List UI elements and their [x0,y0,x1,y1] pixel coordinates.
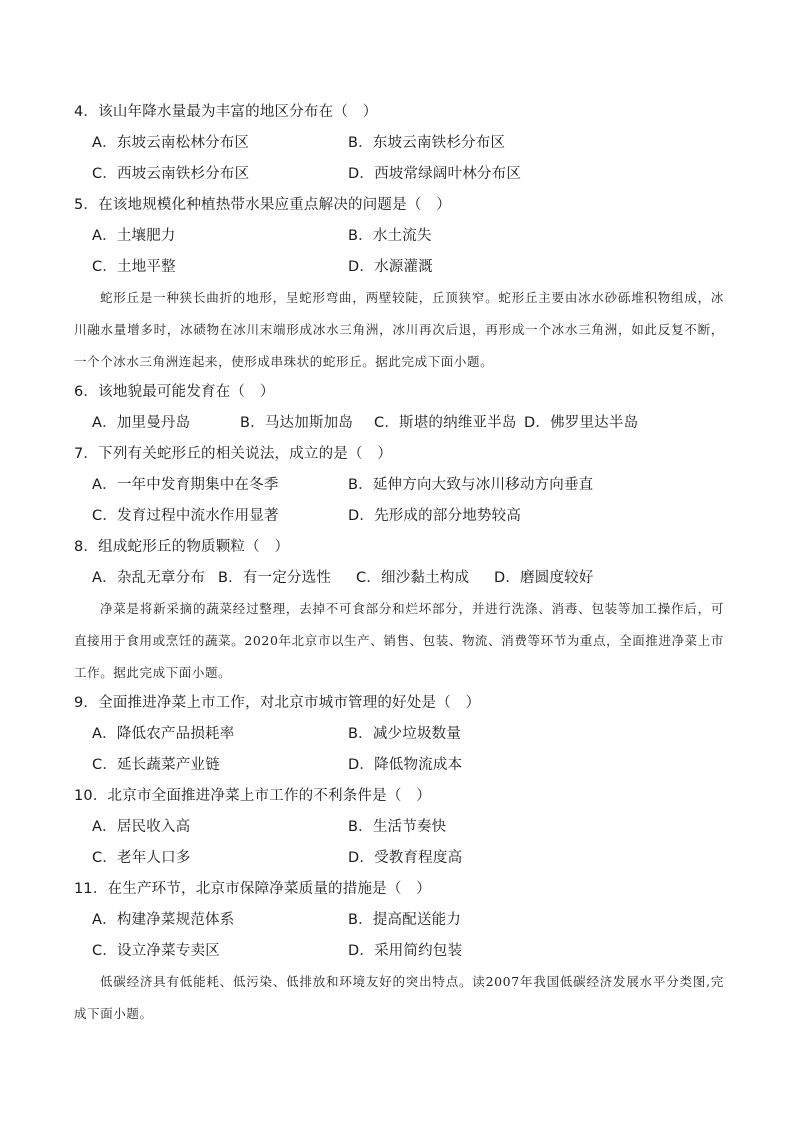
question-9-option-b: B．减少垃圾数量 [348,726,462,742]
question-5-option-d: D．水源灌溉 [348,259,433,275]
question-9-option-a: A．降低农产品损耗率 [92,726,235,742]
reading-passage-clean-vegetables: 净菜是将新采摘的蔬菜经过整理，去掉不可食部分和烂坏部分，并进行洗涤、消毒、包装等加工操作后，可直接用于食用或烹饪的蔬菜。2020年北京市以生产、销售、包装、物流、消费等环节为重点，全面推进净菜上市工作。据此完成下面小题。 [74,601,724,680]
question-5-option-a: A．土壤肥力 [92,228,176,244]
reading-passage-esker: 蛇形丘是一种狭长曲折的地形，呈蛇形弯曲，两壁较陡，丘顶狭窄。蛇形丘主要由冰水砂砾堆积物组成，冰川融水量增多时，冰碛物在冰川末端形成冰水三角洲，冰川再次后退，再形成一个冰水三角洲，如此反复不断，一个个冰水三角洲连起来，使形成串珠状的蛇形丘。据此完成下面小题。 [74,290,724,369]
question-8-options [92,568,594,588]
question-5-stem: 5．在该地规模化种植热带水果应重点解决的问题是（ ） [74,197,451,213]
question-11-stem: 11．在生产环节，北京市保障净菜质量的措施是（ ） [74,881,431,897]
question-6-option-d: D．佛罗里达半岛 [524,415,639,431]
question-5-option-b: B．水土流失 [348,228,432,244]
question-8-option-b: B．有一定分选性 [218,570,332,586]
question-11-option-d: D．采用简约包装 [348,943,463,959]
question-7-option-b: B．延伸方向大致与冰川移动方向垂直 [348,477,594,493]
question-11-option-b: B．提高配送能力 [348,912,462,928]
question-4-stem: 4．该山年降水量最为丰富的地区分布在（ ） [74,104,378,120]
question-7-option-d: D．先形成的部分地势较高 [348,508,522,524]
question-7-option-c: C．发育过程中流水作用显著 [92,508,279,524]
question-10-option-b: B．生活节奏快 [348,819,447,835]
question-10-option-a: A．居民收入高 [92,819,191,835]
question-4-option-a: A．东坡云南松林分布区 [92,135,250,151]
question-6-stem: 6．该地貌最可能发育在（ ） [74,384,275,400]
question-11-option-c: C．设立净菜专卖区 [92,943,220,959]
question-6-option-b: B．马达加斯加岛 [240,415,354,431]
question-5-option-c: C．土地平整 [92,259,176,275]
reading-passage-low-carbon: 低碳经济具有低能耗、低污染、低排放和环境友好的突出特点。读2007年我国低碳经济发展水平分类图,完成下面小题。 [74,974,724,1021]
question-7-option-a: A．一年中发育期集中在冬季 [92,477,279,493]
question-8-stem: 8．组成蛇形丘的物质颗粒（ ） [74,539,290,555]
question-8-option-c: C．细沙黏土构成 [356,570,470,586]
question-8-option-a: A．杂乱无章分布 [92,570,206,586]
question-6-options [92,413,638,433]
question-10-option-d: D．受教育程度高 [348,850,463,866]
question-9-stem: 9．全面推进净菜上市工作，对北京市城市管理的好处是（ ） [74,695,481,711]
question-11-option-a: A．构建净菜规范体系 [92,912,235,928]
question-6-option-c: C．斯堪的纳维亚半岛 [374,415,517,431]
question-9-option-d: D．降低物流成本 [348,757,463,773]
question-4-option-d: D．西坡常绿阔叶林分布区 [348,166,522,182]
question-7-stem: 7．下列有关蛇形丘的相关说法，成立的是（ ） [74,446,393,462]
question-6-option-a: A．加里曼丹岛 [92,415,191,431]
question-4-option-c: C．西坡云南铁杉分布区 [92,166,250,182]
question-10-option-c: C．老年人口多 [92,850,191,866]
question-4-option-b: B．东坡云南铁杉分布区 [348,135,506,151]
question-8-option-d: D．磨圆度较好 [494,570,594,586]
question-9-option-c: C．延长蔬菜产业链 [92,757,220,773]
question-10-stem: 10．北京市全面推进净菜上市工作的不利条件是（ ） [74,788,431,804]
